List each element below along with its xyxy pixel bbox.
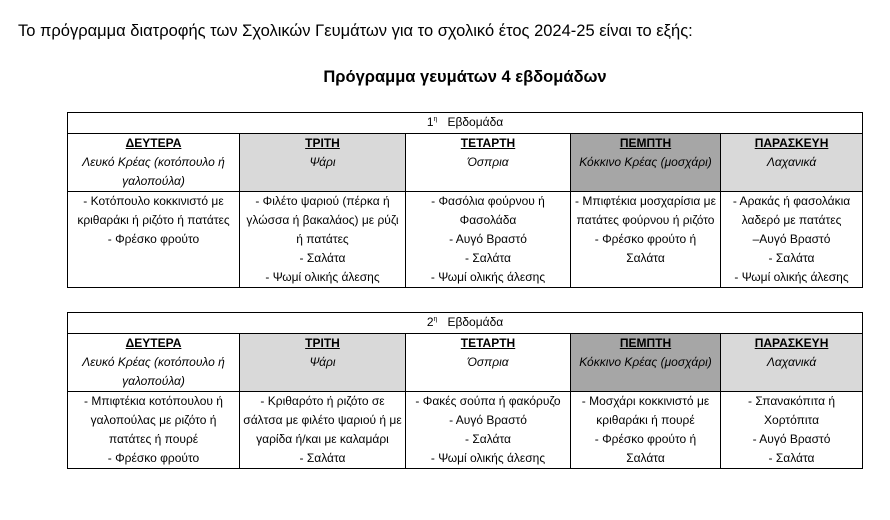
- dishes-cell: [406, 192, 571, 288]
- dish-item: - Φρέσκο φρούτο: [107, 232, 200, 246]
- dish-item: - Ψωμί ολικής άλεσης: [265, 270, 380, 284]
- dish-item: - Ψωμί ολικής άλεσης: [734, 270, 849, 284]
- day-name: ΤΡΙΤΗ: [305, 336, 340, 350]
- dish-item: - Φρέσκο φρούτο: [107, 451, 200, 465]
- dishes-cell: [721, 192, 863, 288]
- dish-item: - Αυγό Βραστό: [449, 232, 527, 246]
- week-number: 2: [426, 315, 434, 329]
- dish-item: - Φακές σούπα ή φακόρυζο: [415, 394, 561, 408]
- week-label: Εβδομάδα: [447, 315, 504, 329]
- week-title: [68, 313, 863, 334]
- day-header-row: [68, 134, 863, 192]
- dish-item: - Μοσχάρι κοκκινιστό με κριθαράκι ή πουρέ: [581, 394, 710, 427]
- day-name: ΤΡΙΤΗ: [305, 136, 340, 150]
- dish-item: - Μπιφτέκια κοτόπουλου ή γαλοπούλας με ριζότο ή πατάτες ή πουρέ: [84, 394, 223, 446]
- dish-item: - Σπανακόπιτα ή Χορτόπιτα: [748, 394, 836, 427]
- day-header-cell: [68, 334, 240, 392]
- dish-item: - Σαλάτα: [299, 251, 346, 265]
- dishes-cell: [406, 392, 571, 469]
- dish-item: - Σαλάτα: [465, 251, 511, 265]
- day-name: ΔΕΥΤΕΡΑ: [125, 136, 182, 150]
- dish-item: - Φασόλια φούρνου ή Φασολάδα: [431, 194, 545, 227]
- dish-item: - Σαλάτα: [768, 251, 815, 265]
- day-name: ΠΕΜΠΤΗ: [619, 136, 672, 150]
- day-name: ΠΑΡΑΣΚΕΥΗ: [754, 136, 829, 150]
- day-header-cell: [721, 134, 863, 192]
- day-header-cell: [406, 334, 571, 392]
- dishes-cell: [68, 392, 240, 469]
- dish-item: - Κριθαρότο ή ριζότο σε σάλτσα με φιλέτο ψαριού ή με γαρίδα ή/και με καλαμάρι: [243, 394, 402, 446]
- food-category: Κόκκινο Κρέας (μοσχάρι): [579, 355, 712, 369]
- dishes-cell: [240, 392, 406, 469]
- dish-item: - Σαλάτα: [299, 451, 346, 465]
- dish-item: - Αυγό Βραστό: [449, 413, 527, 427]
- day-header-cell: [406, 134, 571, 192]
- dish-item: - Ψωμί ολικής άλεσης: [430, 451, 546, 465]
- food-category: Κόκκινο Κρέας (μοσχάρι): [579, 155, 712, 169]
- day-header-cell: [571, 134, 721, 192]
- dish-item: - Φιλέτο ψαριού (πέρκα ή γλώσσα ή βακαλάος) με ρύζι ή πατάτες: [246, 194, 399, 246]
- dish-item: - Σαλάτα: [465, 432, 511, 446]
- document-title: Πρόγραμμα γευμάτων 4 εβδομάδων: [323, 68, 607, 86]
- dish-item: - Αρακάς ή φασολάκια λαδερό με πατάτες: [732, 194, 851, 227]
- day-header-cell: [68, 134, 240, 192]
- dish-item: - Φρέσκο φρούτο ή Σαλάτα: [594, 432, 697, 465]
- day-name: ΤΕΤΑΡΤΗ: [460, 136, 516, 150]
- dish-item: –Αυγό Βραστό: [752, 232, 831, 246]
- day-header-row: [68, 334, 863, 392]
- dishes-cell: [68, 192, 240, 288]
- week-ordinal: η: [433, 316, 438, 323]
- day-name: ΠΑΡΑΣΚΕΥΗ: [754, 336, 829, 350]
- day-name: ΔΕΥΤΕΡΑ: [125, 336, 182, 350]
- week-title: [68, 113, 863, 134]
- day-header-cell: [721, 334, 863, 392]
- day-name: ΤΕΤΑΡΤΗ: [460, 336, 516, 350]
- food-category: Λαχανικά: [766, 155, 817, 169]
- week-2-table: [67, 312, 863, 469]
- dish-item: - Σαλάτα: [768, 451, 815, 465]
- dishes-row: [68, 392, 863, 469]
- week-label: Εβδομάδα: [447, 115, 504, 129]
- dishes-cell: [571, 192, 721, 288]
- food-category: Λευκό Κρέας (κοτόπουλο ή γαλοπούλα): [82, 355, 225, 388]
- food-category: Λαχανικά: [766, 355, 817, 369]
- dishes-cell: [240, 192, 406, 288]
- dish-item: - Μπιφτέκια μοσχαρίσια με πατάτες φούρνου ή ριζότο: [575, 194, 716, 227]
- dishes-cell: [721, 392, 863, 469]
- food-category: Όσπρια: [467, 355, 509, 369]
- food-category: Ψάρι: [309, 155, 336, 169]
- food-category: Ψάρι: [309, 355, 336, 369]
- week-header-row: [68, 113, 863, 134]
- week-header-row: [68, 313, 863, 334]
- day-header-cell: [571, 334, 721, 392]
- intro-text: Το πρόγραμμα διατροφής των Σχολικών Γευμάτων για το σχολικό έτος 2024-25 είναι το εξής:: [18, 22, 693, 40]
- dish-item: - Φρέσκο φρούτο ή Σαλάτα: [594, 232, 697, 265]
- dishes-row: [68, 192, 863, 288]
- food-category: Όσπρια: [467, 155, 509, 169]
- dish-item: - Ψωμί ολικής άλεσης: [430, 270, 546, 284]
- dishes-cell: [571, 392, 721, 469]
- day-header-cell: [240, 134, 406, 192]
- dish-item: - Κοτόπουλο κοκκινιστό με κριθαράκι ή ριζότο ή πατάτες: [77, 194, 230, 227]
- day-name: ΠΕΜΠΤΗ: [619, 336, 672, 350]
- day-header-cell: [240, 334, 406, 392]
- week-ordinal: η: [433, 116, 438, 123]
- dish-item: - Αυγό Βραστό: [752, 432, 831, 446]
- week-number: 1: [426, 115, 434, 129]
- food-category: Λευκό Κρέας (κοτόπουλο ή γαλοπούλα): [82, 155, 225, 188]
- week-1-table: [67, 112, 863, 288]
